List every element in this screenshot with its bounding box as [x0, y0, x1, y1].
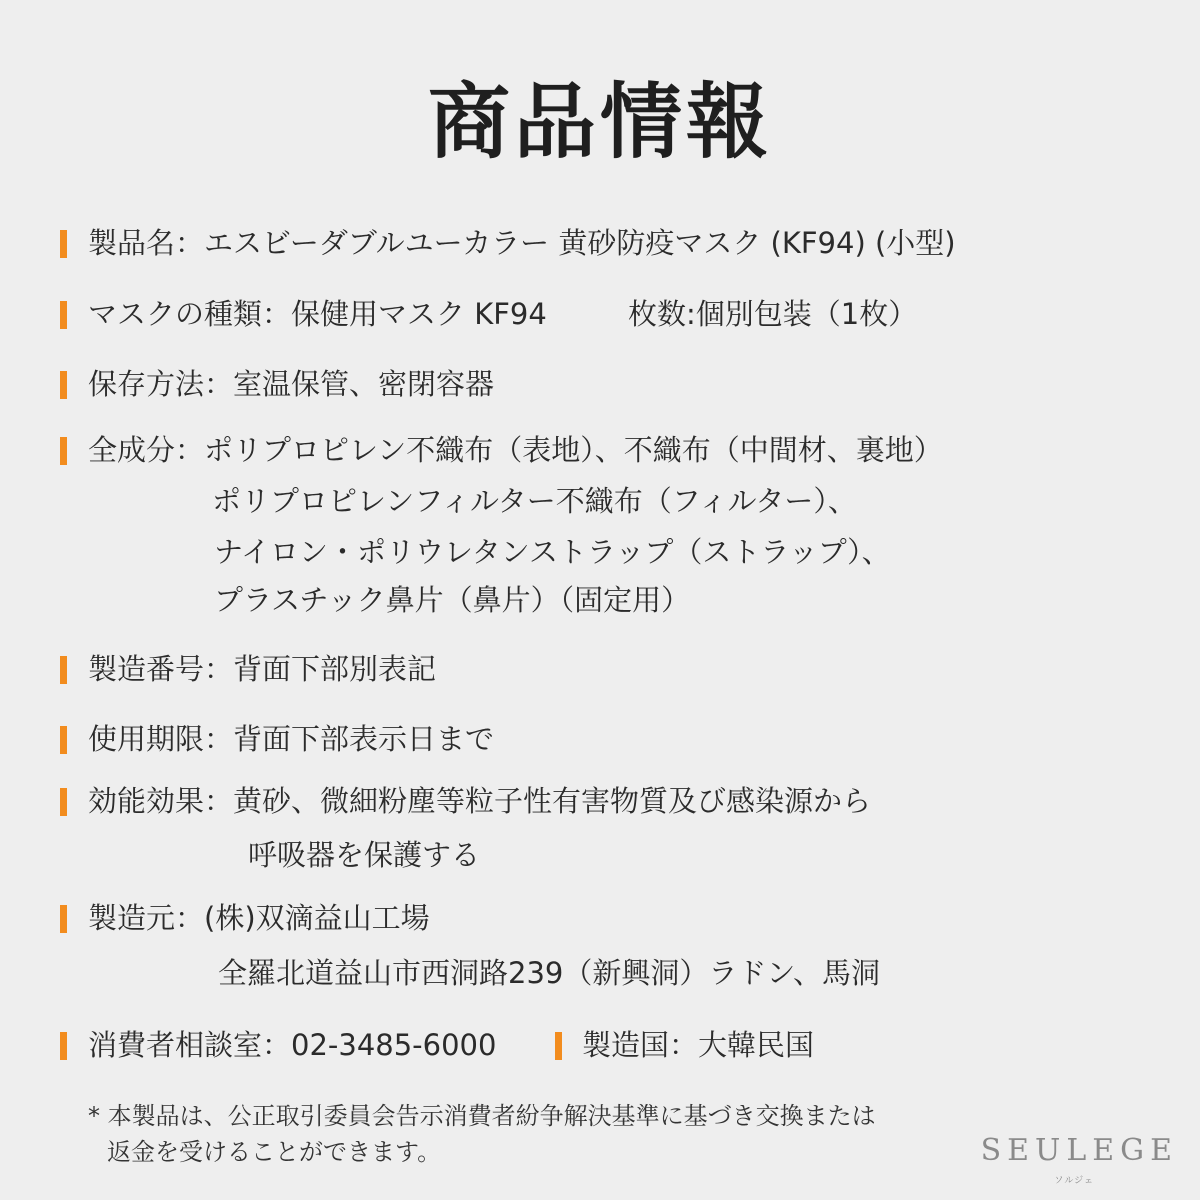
accent-bar [555, 1032, 562, 1060]
disclaimer-line-2: 返金を受けることができます。 [107, 1138, 442, 1166]
ingredients-line-3: ナイロン・ポリウレタンストラップ（ストラップ）、 [214, 535, 891, 569]
mask-type: マスクの種類：保健用マスク KF94 [88, 297, 547, 331]
disclaimer-line-1: * 本製品は、公正取引委員会告示消費者紛争解決基準に基づき交換または [88, 1102, 876, 1130]
consumer-contact: 消費者相談室：02-3485-6000 [88, 1028, 497, 1062]
accent-bar [60, 301, 67, 329]
manufacturer-line-2: 全羅北道益山市西洞路239（新興洞）ラドン、馬洞 [218, 956, 881, 990]
ingredients-line-4: プラスチック鼻片（鼻片）（固定用） [214, 583, 691, 617]
page-title: 商品情報 [427, 75, 772, 170]
accent-bar [60, 788, 67, 816]
accent-bar [60, 1032, 67, 1060]
brand-logo: SEULEGE [980, 1133, 1178, 1168]
expiry-date: 使用期限：背面下部表示日まで [88, 722, 495, 756]
accent-bar [60, 726, 67, 754]
efficacy-line-2: 呼吸器を保護する [248, 838, 481, 872]
accent-bar [60, 656, 67, 684]
country-of-origin: 製造国：大韓民国 [582, 1028, 815, 1062]
accent-bar [60, 437, 67, 465]
efficacy-line-1: 効能効果：黄砂、微細粉塵等粒子性有害物質及び感染源から [88, 784, 872, 818]
accent-bar [60, 371, 67, 399]
accent-bar [60, 230, 67, 258]
ingredients-line-1: 全成分：ポリプロピレン不織布（表地）、不織布（中間材、裏地） [88, 433, 943, 467]
brand-logo-subtitle: ソルジェ [1054, 1176, 1094, 1186]
storage-method: 保存方法：室温保管、密閉容器 [88, 367, 495, 401]
lot-number: 製造番号：背面下部別表記 [88, 652, 437, 686]
ingredients-line-2: ポリプロピレンフィルター不織布（フィルター）、 [212, 484, 857, 518]
product-name: 製品名：エスビーダブルユーカラー 黄砂防疫マスク (KF94) (小型) [88, 226, 956, 260]
mask-count: 枚数:個別包装（1枚） [628, 297, 918, 331]
manufacturer-line-1: 製造元：(株)双滴益山工場 [88, 901, 430, 935]
accent-bar [60, 905, 67, 933]
